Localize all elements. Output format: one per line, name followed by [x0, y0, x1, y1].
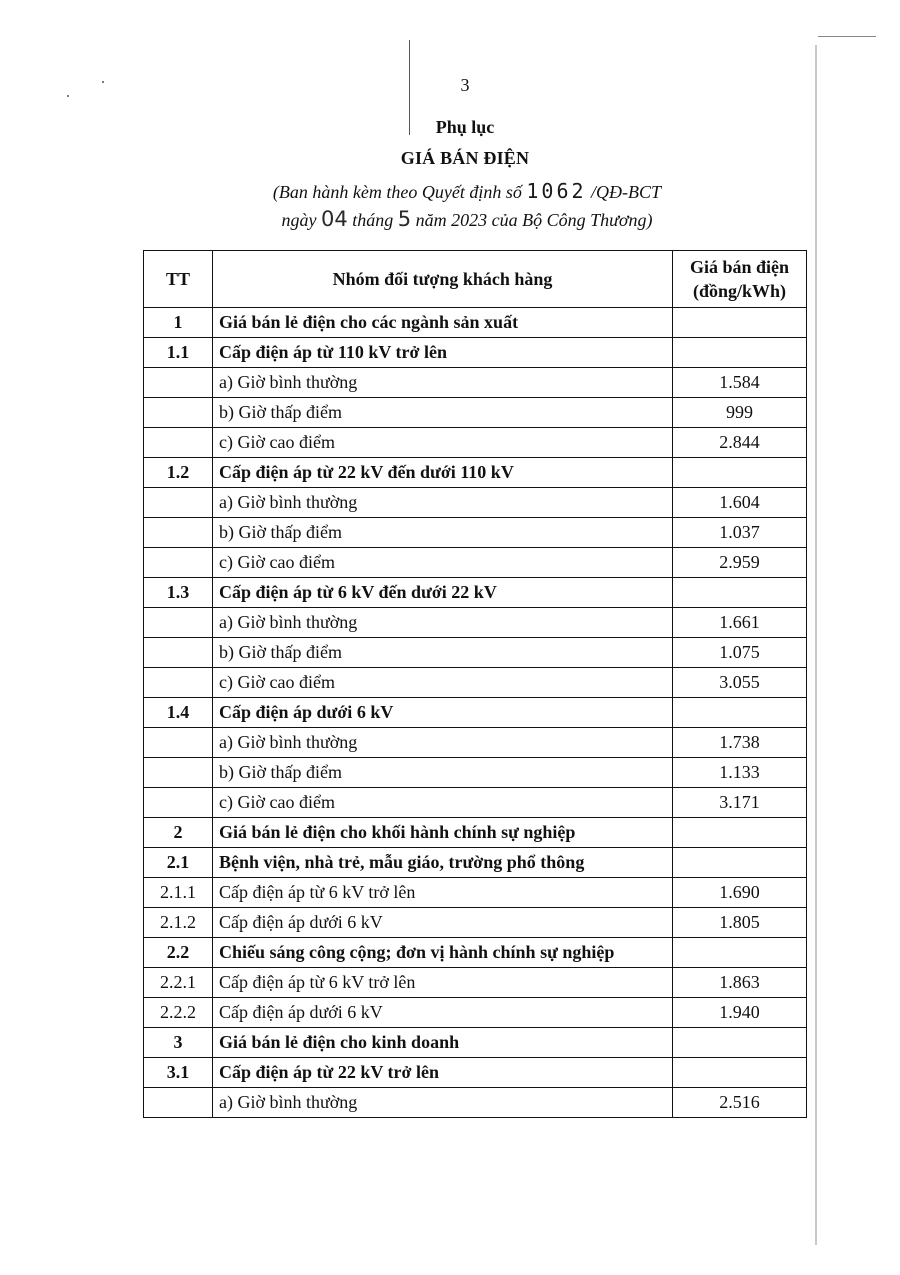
row-price-cell: 1.738 — [673, 728, 807, 758]
row-customer-group-cell: Cấp điện áp dưới 6 kV — [213, 998, 673, 1028]
row-tt-cell: 2.2.1 — [144, 968, 213, 998]
table-row — [144, 638, 807, 668]
row-price-cell: 3.171 — [673, 788, 807, 818]
row-customer-group-cell: Cấp điện áp từ 6 kV đến dưới 22 kV — [213, 578, 673, 608]
row-customer-group-cell: a) Giờ bình thường — [213, 608, 673, 638]
row-price-cell: 2.844 — [673, 428, 807, 458]
table-row — [144, 338, 807, 368]
row-tt-cell: 1.1 — [144, 338, 213, 368]
decree-prefix: (Ban hành kèm theo Quyết định số — [272, 182, 522, 202]
decree-line-1 — [0, 178, 900, 206]
row-tt-cell: 1.4 — [144, 698, 213, 728]
scan-edge-mark — [818, 36, 876, 37]
row-tt-cell: 1.2 — [144, 458, 213, 488]
row-price-cell — [673, 818, 807, 848]
header-price-line1: Giá bán điện — [689, 257, 790, 277]
row-tt-cell: 2.1.1 — [144, 878, 213, 908]
row-price-cell — [673, 938, 807, 968]
row-customer-group-cell: Chiếu sáng công cộng; đơn vị hành chính sự nghiệp — [213, 938, 673, 968]
row-price-cell: 1.863 — [673, 968, 807, 998]
row-price-cell: 1.604 — [673, 488, 807, 518]
row-tt-cell: 2.1.2 — [144, 908, 213, 938]
row-tt-cell: 2.2 — [144, 938, 213, 968]
table-row — [144, 548, 807, 578]
table-row — [144, 1058, 807, 1088]
row-customer-group-cell: c) Giờ cao điểm — [213, 788, 673, 818]
row-tt-cell — [144, 728, 213, 758]
decree-reference — [0, 178, 900, 234]
decree-suffix: /QĐ-BCT — [591, 182, 662, 202]
row-customer-group-cell: Cấp điện áp từ 6 kV trở lên — [213, 878, 673, 908]
row-customer-group-cell: Giá bán lẻ điện cho kinh doanh — [213, 1028, 673, 1058]
table-row — [144, 968, 807, 998]
row-customer-group-cell: b) Giờ thấp điểm — [213, 398, 673, 428]
decree-number-handwritten: 1062 — [526, 179, 587, 203]
row-customer-group-cell: c) Giờ cao điểm — [213, 668, 673, 698]
row-customer-group-cell: Bệnh viện, nhà trẻ, mẫu giáo, trường phổ thông — [213, 848, 673, 878]
row-tt-cell — [144, 398, 213, 428]
row-tt-cell: 3.1 — [144, 1058, 213, 1088]
page-number: 3 — [460, 75, 470, 95]
appendix-label: Phụ lục — [435, 117, 495, 137]
table-row — [144, 518, 807, 548]
header-customer-group: Nhóm đối tượng khách hàng — [213, 251, 673, 308]
table-row — [144, 848, 807, 878]
table-row — [144, 758, 807, 788]
row-price-cell: 1.940 — [673, 998, 807, 1028]
row-price-cell — [673, 338, 807, 368]
row-customer-group-cell: Giá bán lẻ điện cho các ngành sản xuất — [213, 308, 673, 338]
row-customer-group-cell: c) Giờ cao điểm — [213, 428, 673, 458]
decree-month-label: tháng — [352, 210, 394, 230]
row-price-cell — [673, 458, 807, 488]
decree-line2-suffix: năm 2023 của Bộ Công Thương) — [415, 210, 653, 230]
header-price — [673, 251, 807, 308]
row-customer-group-cell: b) Giờ thấp điểm — [213, 638, 673, 668]
row-customer-group-cell: b) Giờ thấp điểm — [213, 758, 673, 788]
header-tt: TT — [144, 251, 213, 308]
table-row — [144, 818, 807, 848]
row-customer-group-cell: a) Giờ bình thường — [213, 368, 673, 398]
row-tt-cell — [144, 548, 213, 578]
row-price-cell: 1.037 — [673, 518, 807, 548]
row-customer-group-cell: Cấp điện áp từ 22 kV trở lên — [213, 1058, 673, 1088]
row-customer-group-cell: a) Giờ bình thường — [213, 1088, 673, 1118]
decree-line-2 — [0, 206, 900, 234]
table-row — [144, 728, 807, 758]
table-row — [144, 938, 807, 968]
row-price-cell: 1.075 — [673, 638, 807, 668]
row-customer-group-cell: Cấp điện áp từ 6 kV trở lên — [213, 968, 673, 998]
row-customer-group-cell: Cấp điện áp dưới 6 kV — [213, 698, 673, 728]
table-row — [144, 998, 807, 1028]
row-customer-group-cell: a) Giờ bình thường — [213, 488, 673, 518]
row-price-cell — [673, 698, 807, 728]
table-row — [144, 908, 807, 938]
row-tt-cell — [144, 368, 213, 398]
table-row — [144, 308, 807, 338]
row-price-cell: 999 — [673, 398, 807, 428]
table-row — [144, 788, 807, 818]
table-row — [144, 428, 807, 458]
table-row — [144, 1028, 807, 1058]
row-price-cell — [673, 308, 807, 338]
table-row — [144, 488, 807, 518]
row-price-cell: 2.959 — [673, 548, 807, 578]
row-tt-cell: 2 — [144, 818, 213, 848]
row-tt-cell: 3 — [144, 1028, 213, 1058]
row-tt-cell: 2.1 — [144, 848, 213, 878]
table-header-row — [144, 251, 807, 308]
row-tt-cell: 1.3 — [144, 578, 213, 608]
row-customer-group-cell: b) Giờ thấp điểm — [213, 518, 673, 548]
row-price-cell: 1.690 — [673, 878, 807, 908]
row-customer-group-cell: c) Giờ cao điểm — [213, 548, 673, 578]
row-tt-cell — [144, 1088, 213, 1118]
row-customer-group-cell: Giá bán lẻ điện cho khối hành chính sự nghiệp — [213, 818, 673, 848]
table-row — [144, 698, 807, 728]
table-row — [144, 368, 807, 398]
row-price-cell: 1.661 — [673, 608, 807, 638]
row-price-cell: 3.055 — [673, 668, 807, 698]
table-row — [144, 878, 807, 908]
row-price-cell — [673, 578, 807, 608]
row-price-cell — [673, 848, 807, 878]
decree-day-prefix: ngày — [281, 210, 317, 230]
table-row — [144, 668, 807, 698]
row-tt-cell: 1 — [144, 308, 213, 338]
row-price-cell: 1.133 — [673, 758, 807, 788]
row-price-cell: 1.805 — [673, 908, 807, 938]
table-row — [144, 458, 807, 488]
decree-month-handwritten: 5 — [397, 207, 412, 231]
row-price-cell — [673, 1058, 807, 1088]
row-tt-cell — [144, 428, 213, 458]
row-customer-group-cell: Cấp điện áp từ 22 kV đến dưới 110 kV — [213, 458, 673, 488]
header-price-line2: (đồng/kWh) — [692, 281, 787, 301]
row-customer-group-cell: Cấp điện áp từ 110 kV trở lên — [213, 338, 673, 368]
row-tt-cell — [144, 608, 213, 638]
row-tt-cell — [144, 518, 213, 548]
row-tt-cell: 2.2.2 — [144, 998, 213, 1028]
row-customer-group-cell: Cấp điện áp dưới 6 kV — [213, 908, 673, 938]
row-tt-cell — [144, 758, 213, 788]
row-customer-group-cell: a) Giờ bình thường — [213, 728, 673, 758]
electricity-price-table — [143, 250, 807, 1118]
row-tt-cell — [144, 488, 213, 518]
table-row — [144, 578, 807, 608]
decree-day-handwritten: 04 — [320, 207, 348, 231]
table-row — [144, 608, 807, 638]
table-row — [144, 1088, 807, 1118]
document-title: GIÁ BÁN ĐIỆN — [400, 148, 530, 168]
row-tt-cell — [144, 788, 213, 818]
row-price-cell — [673, 1028, 807, 1058]
row-tt-cell — [144, 638, 213, 668]
row-tt-cell — [144, 668, 213, 698]
table-row — [144, 398, 807, 428]
row-price-cell: 2.516 — [673, 1088, 807, 1118]
row-price-cell: 1.584 — [673, 368, 807, 398]
